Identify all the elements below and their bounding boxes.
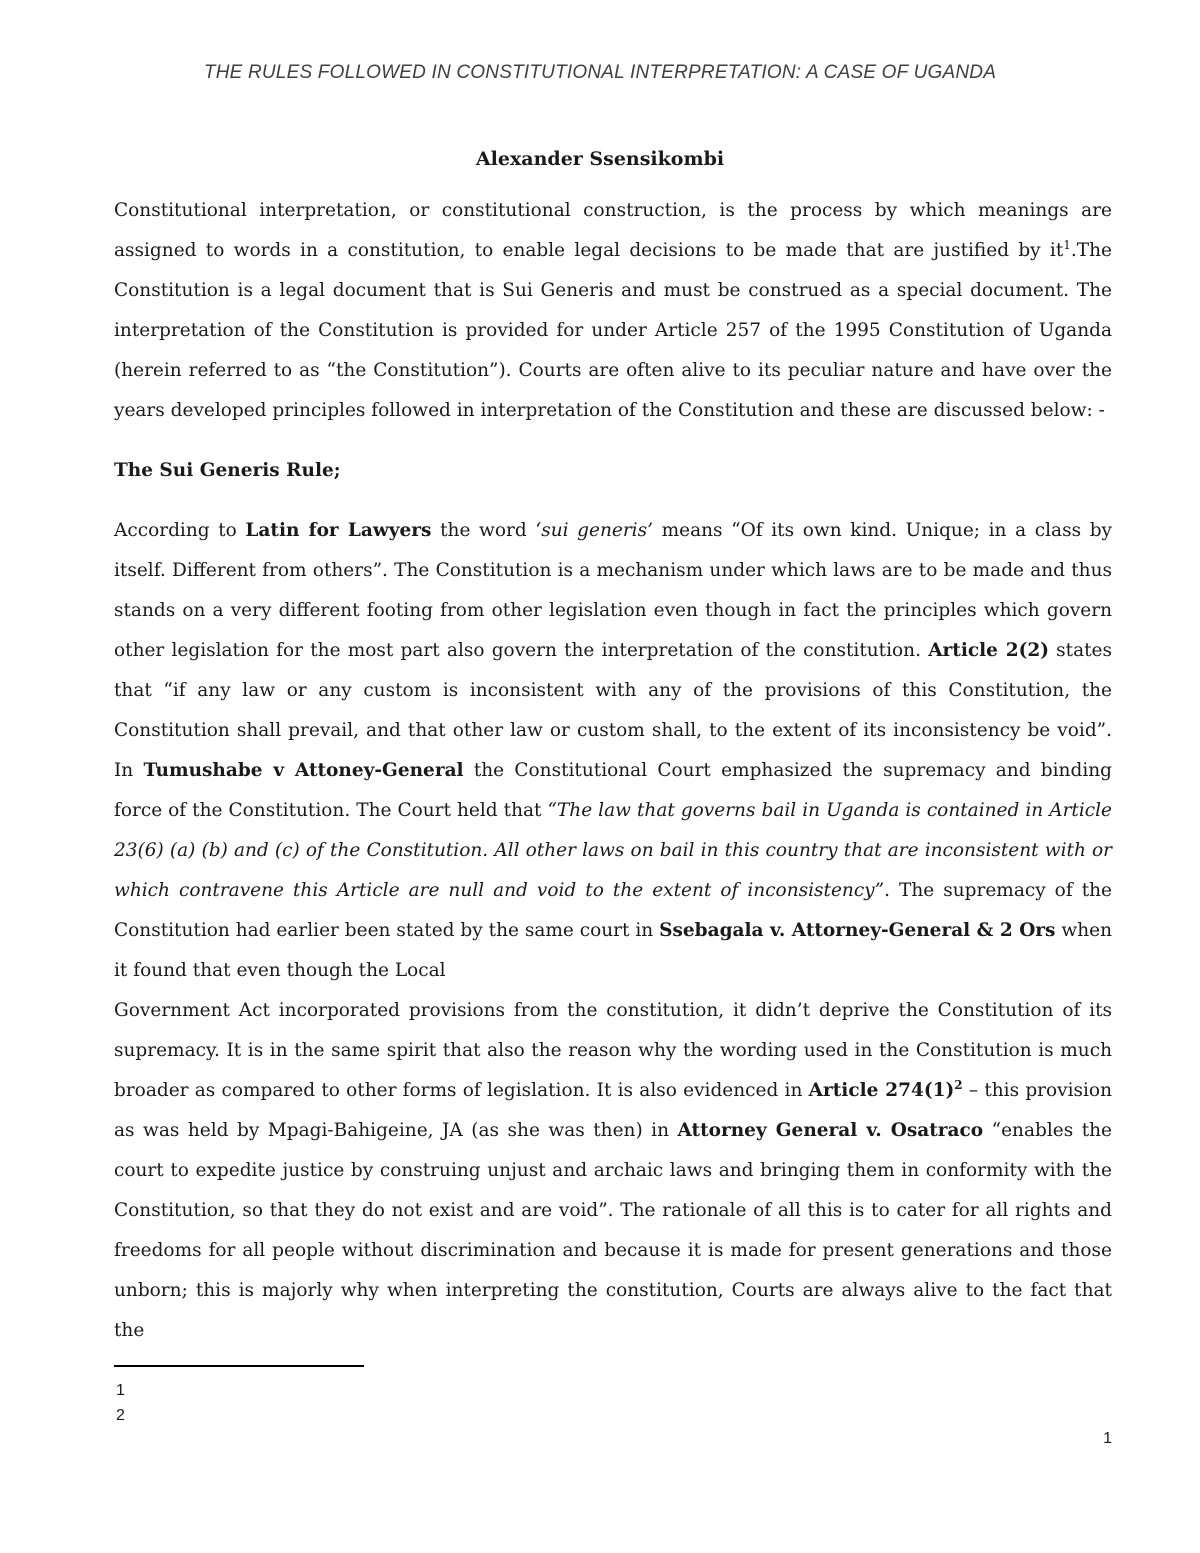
article-citation: Article 2(2) bbox=[928, 640, 1049, 661]
section-heading: The Sui Generis Rule; bbox=[114, 460, 341, 481]
footnote-ref-2[interactable] bbox=[954, 1078, 962, 1092]
intro-text-cont: .The Constitution is a legal document that is Sui Generis and must be construed as a special document. The interpretation of the Constitution is provided for under Article 257 of the 1995 Constitution of Uganda (herein referred to as “the Constitution”). Courts are often alive to its peculiar nature and have over the years developed principles followed in interpretation of the Constitution and these are discussed below: - bbox=[114, 240, 1112, 421]
author-name: Alexander Ssensikombi bbox=[475, 148, 725, 170]
text-run: the word bbox=[431, 520, 536, 541]
footnote-2: 2 bbox=[116, 1407, 125, 1424]
document-body bbox=[114, 191, 1112, 1351]
text-run: when it found that even though the Local bbox=[114, 920, 1113, 981]
supremacy-paragraph bbox=[114, 991, 1112, 1351]
text-run: – this provision as was held by Mpagi-Bahigeine, JA (as she was then) in bbox=[114, 1080, 1112, 1141]
text-run: the Constitutional Court emphasized the supremacy and binding force of the Constitution. The Court held that bbox=[114, 760, 1112, 821]
text-run: states that “if any law or any custom is inconsistent with any of the provisions of this Constitution, the Constitution shall prevail, and that other law or custom shall, to the extent of its inconsistency be void”. In bbox=[114, 640, 1113, 781]
footnote-1: 1 bbox=[116, 1382, 125, 1399]
text-run: Government Act incorporated provisions from the constitution, it didn’t deprive the Constitution of its supremacy. It is in the same spirit that also the reason why the wording used in the Constitution is much broader as compared to other forms of legislation. It is also evidenced in bbox=[114, 1000, 1112, 1101]
case-citation: Attorney General v. Osatraco bbox=[677, 1120, 984, 1141]
text-run: means “Of its own kind. Unique; in a class by itself. Different from others”. The Constitution is a mechanism under which laws are to be made and thus stands on a very different footing from other legislation even though in fact the principles which govern other legislation for the most part also govern the interpretation of the constitution. bbox=[114, 520, 1112, 661]
latin-term: ‘sui generis’ bbox=[535, 520, 653, 541]
text-run: “enables the court to expedite justice by construing unjust and archaic laws and bringing them in conformity with the Constitution, so that they do not exist and are void”. The rationale of all this is to cater for all rights and freedoms for all people without discrimination and because it is made for present generations and those unborn; this is majorly why when interpreting the constitution, Courts are always alive to the fact that the bbox=[114, 1120, 1113, 1341]
case-citation: Ssebagala v. Attorney-General & 2 Ors bbox=[659, 920, 1056, 941]
footnote-ref-1[interactable]: 1 bbox=[1063, 237, 1071, 252]
court-quote: “The law that governs bail in Uganda is contained in Article 23(6) (a) (b) and (c) of the Constitution. All other laws on bail in this country that are inconsistent with or which contravene this Article are null and void to the extent of inconsistency” bbox=[114, 800, 1112, 901]
case-citation: Tumushabe v Attoney-General bbox=[143, 760, 464, 781]
footnote-separator bbox=[114, 1365, 364, 1367]
intro-text: Constitutional interpretation, or constitutional construction, is the process by which meanings are assigned to words in a constitution, to enable legal decisions to be made that are justified by it bbox=[114, 200, 1112, 261]
source-title: Latin for Lawyers bbox=[245, 520, 432, 541]
sui-generis-paragraph bbox=[114, 511, 1112, 991]
page-number: 1 bbox=[1103, 1430, 1112, 1447]
footnotes bbox=[116, 1378, 125, 1428]
intro-paragraph bbox=[114, 191, 1112, 431]
text-run: . The supremacy of the Constitution had earlier been stated by the same court in bbox=[114, 880, 1112, 941]
footnote-ref-label: 2 bbox=[954, 1077, 963, 1092]
article-citation: Article 274(1) bbox=[808, 1080, 955, 1101]
running-header: THE RULES FOLLOWED IN CONSTITUTIONAL INTERPRETATION: A CASE OF UGANDA bbox=[203, 62, 997, 83]
text-run: According to bbox=[114, 520, 246, 541]
